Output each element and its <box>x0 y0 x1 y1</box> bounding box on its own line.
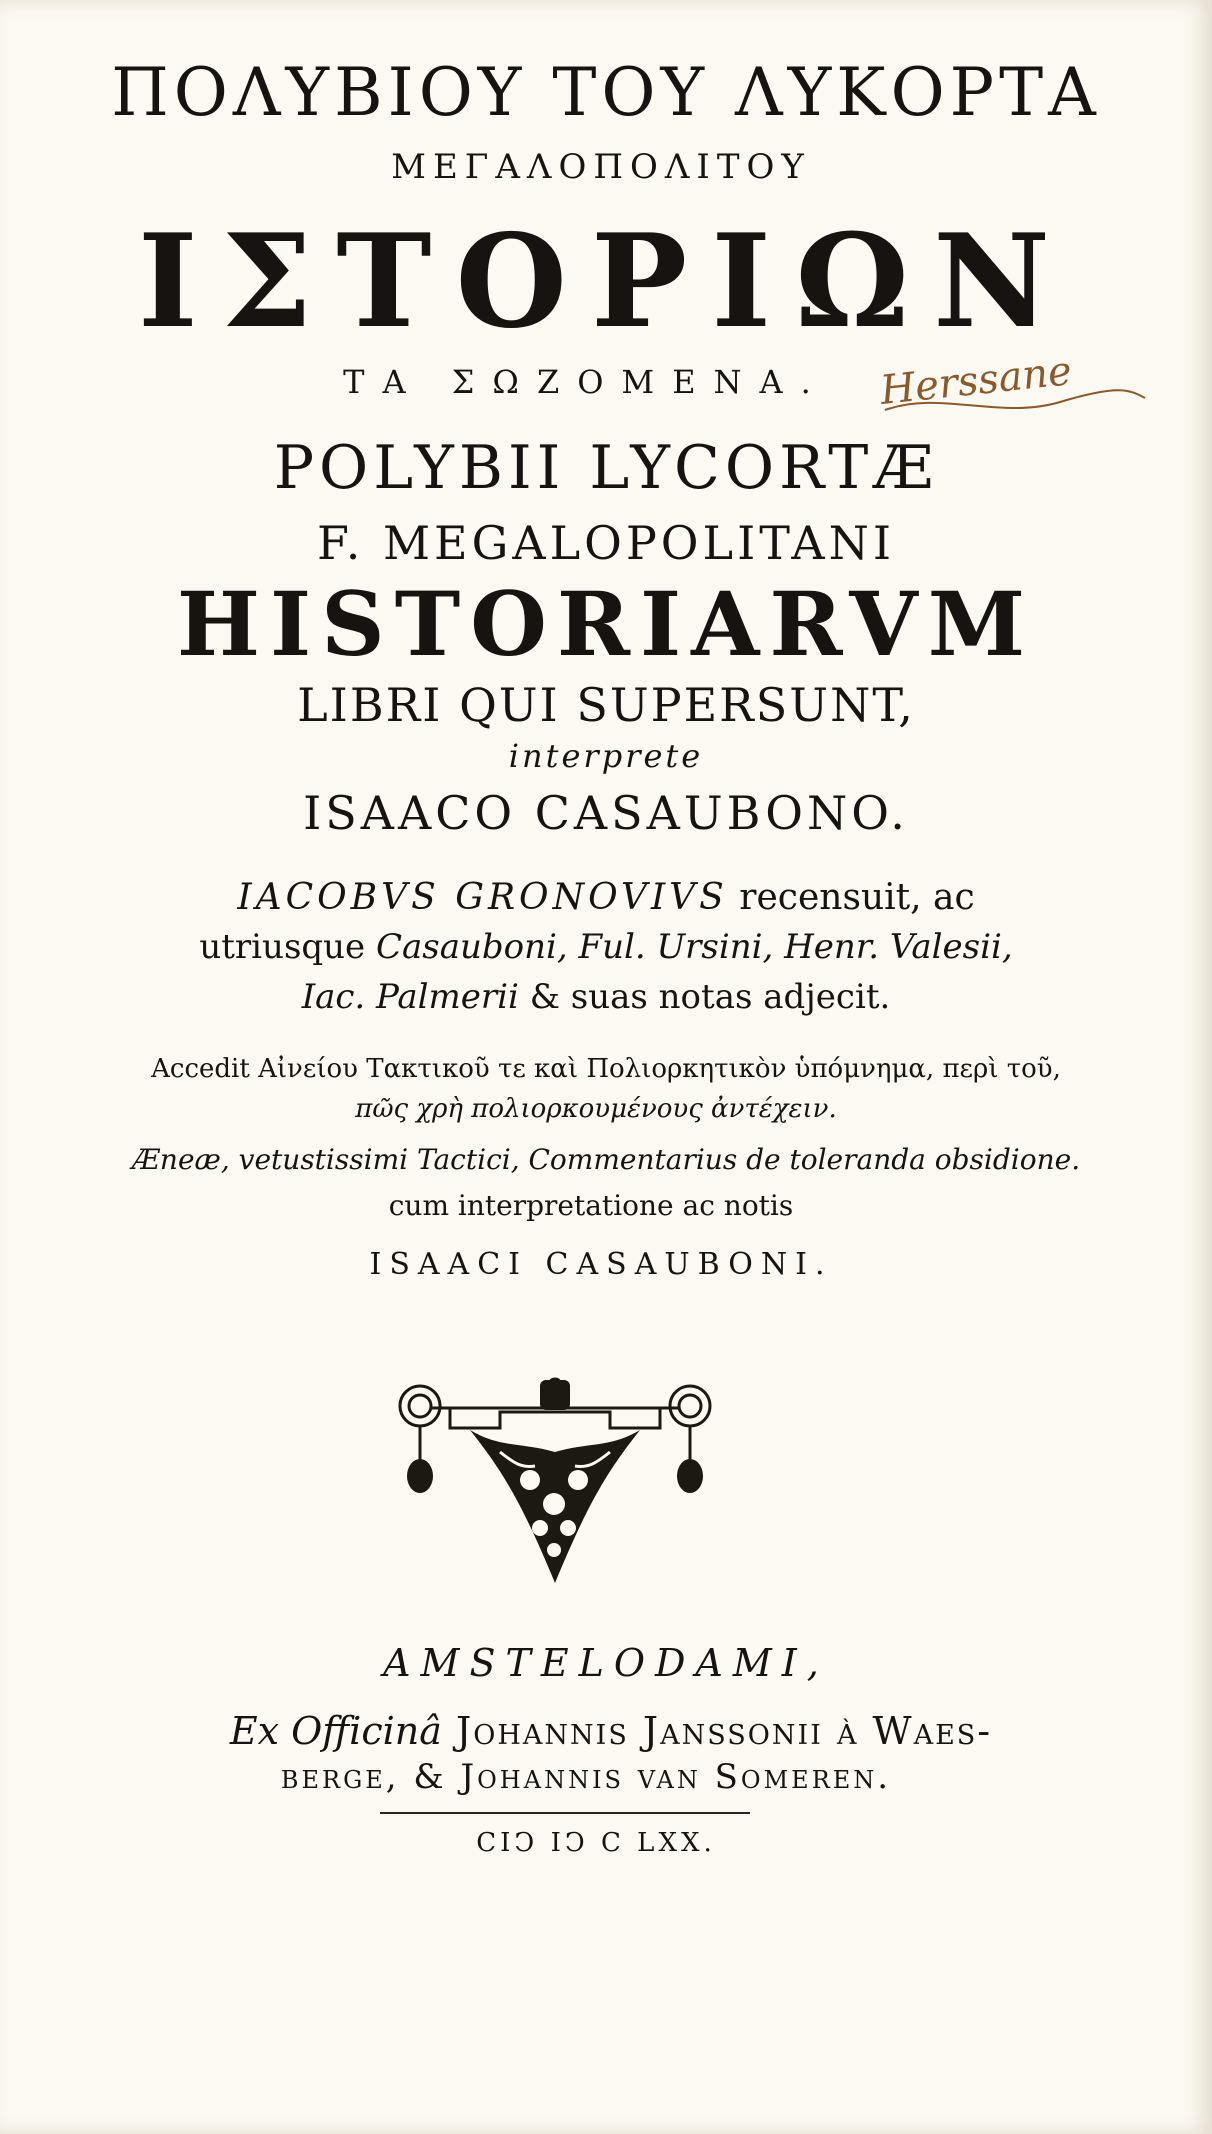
editor-line-2-a: utriusque <box>199 927 366 967</box>
imprint-publisher-1: Johannis Janssonii à Waes- <box>456 1709 993 1753</box>
isaaci-line: ISAACI CASAUBONI. <box>369 1247 833 1282</box>
imprint-publisher-2: Johannis van Someren. <box>460 1757 892 1797</box>
imprint-officina-line <box>10 1709 1212 1753</box>
editor-line-3-b: & suas notas adjecit. <box>529 977 891 1017</box>
printers-ornament-icon <box>390 1368 720 1588</box>
imprint-ex-officina: Ex Officinâ <box>229 1709 442 1753</box>
latin-work-subtitle: LIBRI QUI SUPERSUNT, <box>297 678 915 732</box>
latin-author-origin: F. MEGALOPOLITANI <box>316 516 896 570</box>
handwritten-signature: Herssane <box>878 348 1074 414</box>
interprete-label: interprete <box>508 737 704 775</box>
accedit-greek-2: πῶς χρὴ πολιορκουμένους ἀντέχειν. <box>355 1094 837 1124</box>
imprint-rule <box>380 1812 750 1814</box>
latin-work-title: HISTORIARVM <box>176 572 1036 676</box>
greek-work-subtitle: ΤΑ ΣΩΖΟΜΕΝΑ. <box>343 363 829 401</box>
editor-line-3-a: Iac. Palmerii <box>301 977 519 1017</box>
accedit-label: Accedit <box>151 1054 250 1084</box>
cum-line: cum interpretatione ac notis <box>388 1189 794 1222</box>
accedit-greek-1: Αἰνείου Τακτικοῦ τε καὶ Πολιορκητικὸν ὑπόμνημα, περὶ τοῦ, <box>258 1054 1061 1084</box>
greek-author-title: ΠΟΛΥΒΙΟΥ ΤΟΥ ΛΥΚΟΡΤΑ <box>111 54 1101 131</box>
latin-author-title: POLYBII LYCORTÆ <box>273 433 939 503</box>
greek-author-origin: ΜΕΓΑΛΟΠΟΛΙΤΟΥ <box>391 147 811 187</box>
imprint-city: AMSTELODAMI, <box>383 1641 829 1685</box>
translator-name: ISAACO CASAUBONO. <box>303 786 909 840</box>
editor-line-3 <box>0 977 1212 1017</box>
editor-name: IACOBVS GRONOVIVS <box>237 877 728 918</box>
editor-line-2 <box>0 927 1212 967</box>
editor-line-1 <box>0 877 1212 918</box>
accedit-line-1 <box>0 1056 1212 1082</box>
editor-line-2-b: Casauboni, Ful. Ursini, Henr. Valesii, <box>376 927 1013 967</box>
signature-flourish <box>880 380 1150 430</box>
greek-work-title: ΙΣΤΟΡΙΩΝ <box>137 207 1075 357</box>
editor-line-1-rest: recensuit, ac <box>739 877 975 918</box>
aeneae-line: Æneæ, vetustissimi Tactici, Commentarius de toleranda obsidione. <box>131 1143 1081 1176</box>
imprint-date: CIↃ IↃ C LXX. <box>476 1828 716 1858</box>
imprint-berge-line <box>0 1757 1212 1797</box>
imprint-berge: berge, & <box>280 1757 447 1797</box>
